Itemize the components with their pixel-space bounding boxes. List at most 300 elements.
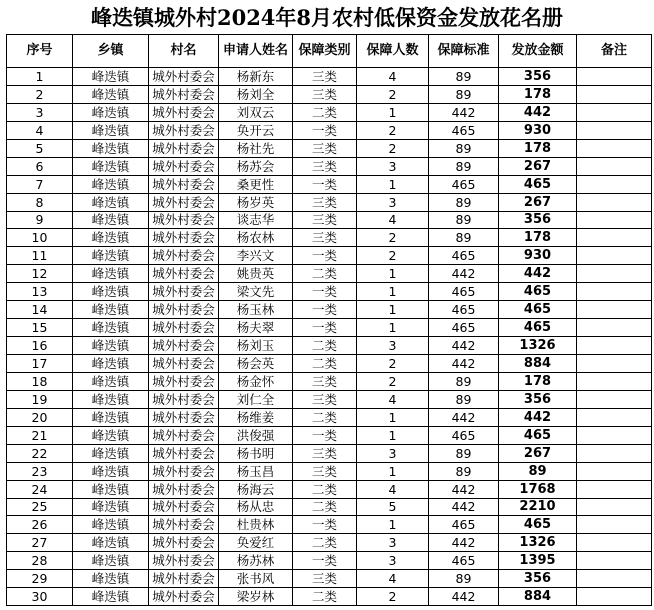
persons-cell: 2 xyxy=(357,139,429,157)
amount-cell: 1395 xyxy=(499,552,577,570)
town-cell: 峰迭镇 xyxy=(73,498,149,516)
table-row xyxy=(7,390,652,408)
village-cell: 城外村委会 xyxy=(149,444,219,462)
village-cell: 城外村委会 xyxy=(149,139,219,157)
note-cell xyxy=(577,408,652,426)
town-cell: 峰迭镇 xyxy=(73,516,149,534)
serial-cell: 9 xyxy=(7,211,73,229)
category-cell: 三类 xyxy=(293,193,357,211)
note-cell xyxy=(577,426,652,444)
persons-cell: 2 xyxy=(357,85,429,103)
village-cell: 城外村委会 xyxy=(149,193,219,211)
town-cell: 峰迭镇 xyxy=(73,355,149,373)
persons-cell: 4 xyxy=(357,211,429,229)
serial-cell: 3 xyxy=(7,103,73,121)
town-cell: 峰迭镇 xyxy=(73,390,149,408)
category-cell: 二类 xyxy=(293,265,357,283)
persons-cell: 1 xyxy=(357,301,429,319)
town-cell: 峰迭镇 xyxy=(73,408,149,426)
amount-cell: 178 xyxy=(499,229,577,247)
village-cell: 城外村委会 xyxy=(149,85,219,103)
table-row xyxy=(7,337,652,355)
name-cell: 奂爱红 xyxy=(219,534,293,552)
serial-cell: 18 xyxy=(7,372,73,390)
standard-cell: 89 xyxy=(429,193,499,211)
village-cell: 城外村委会 xyxy=(149,408,219,426)
note-cell xyxy=(577,390,652,408)
village-cell: 城外村委会 xyxy=(149,121,219,139)
table-row xyxy=(7,426,652,444)
town-cell: 峰迭镇 xyxy=(73,570,149,588)
standard-cell: 442 xyxy=(429,355,499,373)
note-cell xyxy=(577,211,652,229)
note-cell xyxy=(577,319,652,337)
serial-cell: 2 xyxy=(7,85,73,103)
amount-cell: 465 xyxy=(499,319,577,337)
category-cell: 一类 xyxy=(293,426,357,444)
header-row xyxy=(7,35,652,68)
persons-cell: 1 xyxy=(357,462,429,480)
name-cell: 杨会英 xyxy=(219,355,293,373)
category-cell: 一类 xyxy=(293,121,357,139)
table-row xyxy=(7,211,652,229)
standard-cell: 465 xyxy=(429,552,499,570)
name-cell: 梁岁林 xyxy=(219,588,293,606)
header-cell: 保障标准 xyxy=(429,35,499,68)
name-cell: 刘仁全 xyxy=(219,390,293,408)
category-cell: 三类 xyxy=(293,390,357,408)
category-cell: 一类 xyxy=(293,301,357,319)
name-cell: 杜贵林 xyxy=(219,516,293,534)
table-row xyxy=(7,516,652,534)
persons-cell: 1 xyxy=(357,516,429,534)
header-cell: 保障人数 xyxy=(357,35,429,68)
town-cell: 峰迭镇 xyxy=(73,319,149,337)
amount-cell: 465 xyxy=(499,283,577,301)
town-cell: 峰迭镇 xyxy=(73,372,149,390)
name-cell: 杨刘玉 xyxy=(219,337,293,355)
table-row xyxy=(7,283,652,301)
persons-cell: 2 xyxy=(357,121,429,139)
name-cell: 杨社先 xyxy=(219,139,293,157)
category-cell: 三类 xyxy=(293,372,357,390)
note-cell xyxy=(577,283,652,301)
category-cell: 二类 xyxy=(293,337,357,355)
table-row xyxy=(7,552,652,570)
serial-cell: 16 xyxy=(7,337,73,355)
standard-cell: 442 xyxy=(429,103,499,121)
name-cell: 杨从忠 xyxy=(219,498,293,516)
table-row xyxy=(7,480,652,498)
category-cell: 三类 xyxy=(293,139,357,157)
serial-cell: 21 xyxy=(7,426,73,444)
town-cell: 峰迭镇 xyxy=(73,588,149,606)
town-cell: 峰迭镇 xyxy=(73,444,149,462)
note-cell xyxy=(577,355,652,373)
standard-cell: 89 xyxy=(429,229,499,247)
persons-cell: 3 xyxy=(357,444,429,462)
serial-cell: 10 xyxy=(7,229,73,247)
amount-cell: 89 xyxy=(499,462,577,480)
village-cell: 城外村委会 xyxy=(149,480,219,498)
village-cell: 城外村委会 xyxy=(149,498,219,516)
name-cell: 杨刘全 xyxy=(219,85,293,103)
town-cell: 峰迭镇 xyxy=(73,211,149,229)
category-cell: 二类 xyxy=(293,534,357,552)
town-cell: 峰迭镇 xyxy=(73,139,149,157)
standard-cell: 89 xyxy=(429,570,499,588)
serial-cell: 6 xyxy=(7,157,73,175)
standard-cell: 465 xyxy=(429,301,499,319)
town-cell: 峰迭镇 xyxy=(73,301,149,319)
note-cell xyxy=(577,193,652,211)
persons-cell: 1 xyxy=(357,319,429,337)
table-row xyxy=(7,301,652,319)
persons-cell: 1 xyxy=(357,103,429,121)
persons-cell: 4 xyxy=(357,480,429,498)
persons-cell: 4 xyxy=(357,68,429,86)
note-cell xyxy=(577,139,652,157)
serial-cell: 15 xyxy=(7,319,73,337)
category-cell: 三类 xyxy=(293,462,357,480)
persons-cell: 1 xyxy=(357,175,429,193)
amount-cell: 930 xyxy=(499,121,577,139)
note-cell xyxy=(577,265,652,283)
note-cell xyxy=(577,570,652,588)
serial-cell: 28 xyxy=(7,552,73,570)
name-cell: 李兴文 xyxy=(219,247,293,265)
persons-cell: 2 xyxy=(357,247,429,265)
amount-cell: 356 xyxy=(499,570,577,588)
header-cell: 乡镇 xyxy=(73,35,149,68)
name-cell: 梁文先 xyxy=(219,283,293,301)
village-cell: 城外村委会 xyxy=(149,588,219,606)
standard-cell: 465 xyxy=(429,319,499,337)
amount-cell: 267 xyxy=(499,193,577,211)
serial-cell: 27 xyxy=(7,534,73,552)
town-cell: 峰迭镇 xyxy=(73,247,149,265)
standard-cell: 89 xyxy=(429,462,499,480)
note-cell xyxy=(577,552,652,570)
name-cell: 张书风 xyxy=(219,570,293,588)
category-cell: 二类 xyxy=(293,588,357,606)
town-cell: 峰迭镇 xyxy=(73,552,149,570)
persons-cell: 1 xyxy=(357,265,429,283)
village-cell: 城外村委会 xyxy=(149,355,219,373)
category-cell: 一类 xyxy=(293,319,357,337)
header-cell: 备注 xyxy=(577,35,652,68)
amount-cell: 465 xyxy=(499,301,577,319)
table-row xyxy=(7,229,652,247)
standard-cell: 442 xyxy=(429,588,499,606)
persons-cell: 5 xyxy=(357,498,429,516)
standard-cell: 89 xyxy=(429,211,499,229)
persons-cell: 3 xyxy=(357,157,429,175)
name-cell: 杨苏林 xyxy=(219,552,293,570)
amount-cell: 465 xyxy=(499,175,577,193)
standard-cell: 89 xyxy=(429,68,499,86)
town-cell: 峰迭镇 xyxy=(73,283,149,301)
village-cell: 城外村委会 xyxy=(149,319,219,337)
name-cell: 杨维姜 xyxy=(219,408,293,426)
standard-cell: 89 xyxy=(429,157,499,175)
name-cell: 杨玉昌 xyxy=(219,462,293,480)
town-cell: 峰迭镇 xyxy=(73,229,149,247)
table-row xyxy=(7,157,652,175)
serial-cell: 24 xyxy=(7,480,73,498)
serial-cell: 30 xyxy=(7,588,73,606)
table-row xyxy=(7,68,652,86)
table-row xyxy=(7,319,652,337)
header-cell: 序号 xyxy=(7,35,73,68)
note-cell xyxy=(577,301,652,319)
note-cell xyxy=(577,337,652,355)
amount-cell: 356 xyxy=(499,68,577,86)
amount-cell: 267 xyxy=(499,157,577,175)
village-cell: 城外村委会 xyxy=(149,426,219,444)
name-cell: 杨书明 xyxy=(219,444,293,462)
allowance-table xyxy=(6,34,652,606)
name-cell: 洪俊强 xyxy=(219,426,293,444)
serial-cell: 19 xyxy=(7,390,73,408)
name-cell: 杨玉林 xyxy=(219,301,293,319)
table-row xyxy=(7,355,652,373)
category-cell: 三类 xyxy=(293,85,357,103)
table-row xyxy=(7,175,652,193)
category-cell: 三类 xyxy=(293,211,357,229)
table-row xyxy=(7,193,652,211)
town-cell: 峰迭镇 xyxy=(73,121,149,139)
table-row xyxy=(7,121,652,139)
amount-cell: 465 xyxy=(499,426,577,444)
town-cell: 峰迭镇 xyxy=(73,103,149,121)
persons-cell: 2 xyxy=(357,355,429,373)
name-cell: 姚贵英 xyxy=(219,265,293,283)
note-cell xyxy=(577,444,652,462)
village-cell: 城外村委会 xyxy=(149,552,219,570)
serial-cell: 12 xyxy=(7,265,73,283)
note-cell xyxy=(577,175,652,193)
village-cell: 城外村委会 xyxy=(149,570,219,588)
serial-cell: 22 xyxy=(7,444,73,462)
table-row xyxy=(7,498,652,516)
table-row xyxy=(7,408,652,426)
note-cell xyxy=(577,516,652,534)
category-cell: 一类 xyxy=(293,175,357,193)
name-cell: 桑更性 xyxy=(219,175,293,193)
serial-cell: 11 xyxy=(7,247,73,265)
village-cell: 城外村委会 xyxy=(149,516,219,534)
standard-cell: 442 xyxy=(429,480,499,498)
town-cell: 峰迭镇 xyxy=(73,85,149,103)
persons-cell: 3 xyxy=(357,193,429,211)
standard-cell: 442 xyxy=(429,498,499,516)
standard-cell: 465 xyxy=(429,175,499,193)
amount-cell: 884 xyxy=(499,588,577,606)
note-cell xyxy=(577,229,652,247)
town-cell: 峰迭镇 xyxy=(73,193,149,211)
standard-cell: 465 xyxy=(429,283,499,301)
serial-cell: 5 xyxy=(7,139,73,157)
amount-cell: 465 xyxy=(499,516,577,534)
table-row xyxy=(7,103,652,121)
village-cell: 城外村委会 xyxy=(149,301,219,319)
name-cell: 杨新东 xyxy=(219,68,293,86)
name-cell: 杨苏会 xyxy=(219,157,293,175)
town-cell: 峰迭镇 xyxy=(73,337,149,355)
standard-cell: 442 xyxy=(429,265,499,283)
note-cell xyxy=(577,121,652,139)
amount-cell: 442 xyxy=(499,265,577,283)
category-cell: 三类 xyxy=(293,444,357,462)
serial-cell: 26 xyxy=(7,516,73,534)
persons-cell: 3 xyxy=(357,337,429,355)
name-cell: 杨海云 xyxy=(219,480,293,498)
category-cell: 三类 xyxy=(293,570,357,588)
table-row xyxy=(7,85,652,103)
category-cell: 二类 xyxy=(293,355,357,373)
amount-cell: 442 xyxy=(499,103,577,121)
town-cell: 峰迭镇 xyxy=(73,480,149,498)
village-cell: 城外村委会 xyxy=(149,390,219,408)
table-row xyxy=(7,372,652,390)
town-cell: 峰迭镇 xyxy=(73,462,149,480)
persons-cell: 2 xyxy=(357,372,429,390)
table-row xyxy=(7,444,652,462)
table-row xyxy=(7,139,652,157)
persons-cell: 4 xyxy=(357,390,429,408)
serial-cell: 7 xyxy=(7,175,73,193)
header-cell: 发放金额 xyxy=(499,35,577,68)
table-row xyxy=(7,462,652,480)
name-cell: 奂开云 xyxy=(219,121,293,139)
name-cell: 杨金怀 xyxy=(219,372,293,390)
standard-cell: 442 xyxy=(429,408,499,426)
standard-cell: 465 xyxy=(429,516,499,534)
note-cell xyxy=(577,498,652,516)
town-cell: 峰迭镇 xyxy=(73,175,149,193)
name-cell: 刘双云 xyxy=(219,103,293,121)
village-cell: 城外村委会 xyxy=(149,229,219,247)
village-cell: 城外村委会 xyxy=(149,211,219,229)
persons-cell: 1 xyxy=(357,283,429,301)
category-cell: 二类 xyxy=(293,480,357,498)
note-cell xyxy=(577,103,652,121)
category-cell: 一类 xyxy=(293,552,357,570)
serial-cell: 14 xyxy=(7,301,73,319)
persons-cell: 3 xyxy=(357,552,429,570)
village-cell: 城外村委会 xyxy=(149,157,219,175)
village-cell: 城外村委会 xyxy=(149,68,219,86)
amount-cell: 1768 xyxy=(499,480,577,498)
category-cell: 三类 xyxy=(293,68,357,86)
table-row xyxy=(7,588,652,606)
town-cell: 峰迭镇 xyxy=(73,265,149,283)
amount-cell: 267 xyxy=(499,444,577,462)
note-cell xyxy=(577,247,652,265)
village-cell: 城外村委会 xyxy=(149,283,219,301)
standard-cell: 465 xyxy=(429,247,499,265)
serial-cell: 29 xyxy=(7,570,73,588)
category-cell: 三类 xyxy=(293,229,357,247)
name-cell: 杨夫翠 xyxy=(219,319,293,337)
standard-cell: 89 xyxy=(429,85,499,103)
town-cell: 峰迭镇 xyxy=(73,68,149,86)
note-cell xyxy=(577,534,652,552)
category-cell: 一类 xyxy=(293,247,357,265)
amount-cell: 1326 xyxy=(499,337,577,355)
header-cell: 保障类别 xyxy=(293,35,357,68)
name-cell: 杨岁英 xyxy=(219,193,293,211)
serial-cell: 25 xyxy=(7,498,73,516)
category-cell: 一类 xyxy=(293,516,357,534)
village-cell: 城外村委会 xyxy=(149,337,219,355)
persons-cell: 1 xyxy=(357,408,429,426)
note-cell xyxy=(577,68,652,86)
standard-cell: 442 xyxy=(429,337,499,355)
category-cell: 二类 xyxy=(293,408,357,426)
standard-cell: 89 xyxy=(429,444,499,462)
amount-cell: 356 xyxy=(499,390,577,408)
note-cell xyxy=(577,85,652,103)
persons-cell: 2 xyxy=(357,588,429,606)
category-cell: 二类 xyxy=(293,498,357,516)
category-cell: 一类 xyxy=(293,283,357,301)
standard-cell: 465 xyxy=(429,121,499,139)
note-cell xyxy=(577,588,652,606)
table-row xyxy=(7,570,652,588)
village-cell: 城外村委会 xyxy=(149,175,219,193)
serial-cell: 1 xyxy=(7,68,73,86)
serial-cell: 13 xyxy=(7,283,73,301)
name-cell: 谈志华 xyxy=(219,211,293,229)
serial-cell: 4 xyxy=(7,121,73,139)
village-cell: 城外村委会 xyxy=(149,265,219,283)
note-cell xyxy=(577,157,652,175)
persons-cell: 2 xyxy=(357,229,429,247)
document-title: 峰迭镇城外村2024年8月农村低保资金发放花名册 xyxy=(90,5,564,30)
category-cell: 三类 xyxy=(293,157,357,175)
category-cell: 二类 xyxy=(293,103,357,121)
serial-cell: 17 xyxy=(7,355,73,373)
village-cell: 城外村委会 xyxy=(149,247,219,265)
village-cell: 城外村委会 xyxy=(149,372,219,390)
table-row xyxy=(7,247,652,265)
amount-cell: 1326 xyxy=(499,534,577,552)
amount-cell: 2210 xyxy=(499,498,577,516)
standard-cell: 89 xyxy=(429,390,499,408)
town-cell: 峰迭镇 xyxy=(73,157,149,175)
standard-cell: 89 xyxy=(429,372,499,390)
standard-cell: 442 xyxy=(429,534,499,552)
persons-cell: 3 xyxy=(357,534,429,552)
serial-cell: 20 xyxy=(7,408,73,426)
serial-cell: 23 xyxy=(7,462,73,480)
town-cell: 峰迭镇 xyxy=(73,426,149,444)
town-cell: 峰迭镇 xyxy=(73,534,149,552)
note-cell xyxy=(577,462,652,480)
amount-cell: 442 xyxy=(499,408,577,426)
header-cell: 村名 xyxy=(149,35,219,68)
standard-cell: 465 xyxy=(429,426,499,444)
table-row xyxy=(7,265,652,283)
header-cell: 申请人姓名 xyxy=(219,35,293,68)
village-cell: 城外村委会 xyxy=(149,534,219,552)
serial-cell: 8 xyxy=(7,193,73,211)
amount-cell: 178 xyxy=(499,139,577,157)
persons-cell: 4 xyxy=(357,570,429,588)
village-cell: 城外村委会 xyxy=(149,103,219,121)
